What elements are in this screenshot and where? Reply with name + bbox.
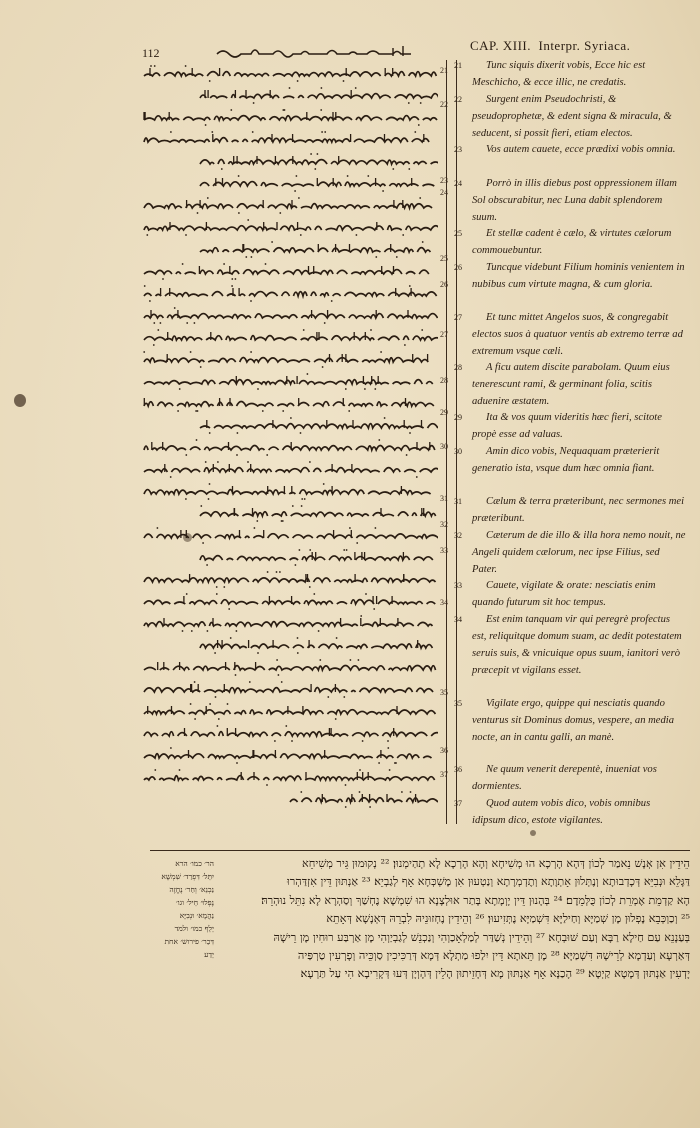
syriac-verse-number: 23: [440, 176, 448, 185]
hebrew-line: ²⁵ וְכַוְכְּבֵא נֶפְלוּן מֶן שְׁמַיָּא וְחַילַיָּא דִּשְׁמַיָּא נֶתְּזִיעוּן׃ ²⁶ וְהֵידֵין נֶחְזוּנֵיהּ לִבְרֵהּ דְּאְנָשָׁא דְּאָתֵא: [326, 912, 690, 926]
latin-verse-number: 27: [454, 313, 462, 322]
syriac-script-line: [140, 392, 438, 414]
ink-blot: [14, 394, 26, 407]
latin-verse: [454, 176, 686, 227]
syriac-script-line: [140, 700, 438, 722]
syriac-script-line: [140, 612, 438, 634]
latin-verse-text: Surgent enim Pseudochristi, & pseudoprophetæ, & edent signa & miracula, & seducent, si possit fieri, etiam electos.: [472, 94, 672, 139]
syriac-script-line: [140, 238, 438, 260]
latin-verse: [454, 494, 686, 528]
syriac-script-line: [140, 568, 438, 590]
latin-verse: [454, 226, 686, 260]
latin-verse-number: 21: [454, 61, 462, 70]
syriac-script-line: [140, 788, 438, 810]
syriac-script-line: [140, 502, 438, 524]
latin-verse-text: A ficu autem discite parabolam. Quum eius tenerescunt rami, & germinant folia, scitis aduenire æstatem.: [472, 362, 670, 407]
syriac-script-line: [140, 480, 438, 502]
chapter-label: CAP. XIII.: [470, 38, 531, 53]
syriac-script-line: [140, 414, 438, 436]
hebrew-line: יָדְעִין אַנְתּוּן דְּמָטָא קַיְטָא׃ ²⁹ הָכַנָּא אָף אַנְתּוּן מָא דְּחָזֵיתוּן הָלֵין דְּהָוְיָן דְּעוּ דְּקָרִיבָא הִי עַל תַּרְעָא׃: [300, 967, 690, 981]
syriac-script-line: [140, 128, 438, 150]
latin-verse: [454, 410, 686, 444]
hebrew-section: [150, 855, 690, 985]
syriac-script-line: [140, 348, 438, 370]
syriac-script-line: [140, 84, 438, 106]
latin-verse-text: Tuncque videbunt Filium hominis venientem in nubibus cum virtute magna, & cum gloria.: [472, 262, 685, 290]
syriac-verse-number: 33: [440, 546, 448, 555]
latin-verse: [454, 260, 686, 294]
syriac-script-line: [140, 106, 438, 128]
latin-verse-text: Porrò in illis diebus post oppressionem illam Sol obscurabitur, nec Luna dabit splendorem suum.: [472, 178, 677, 223]
latin-verse: [454, 142, 686, 159]
latin-verse-number: 34: [454, 615, 462, 624]
latin-verse-text: Et tunc mittet Angelos suos, & congregabit electos suos à quatuor ventis ab extremo terræ ad extremum vsque cæli.: [472, 312, 683, 357]
syriac-script-line: [140, 722, 438, 744]
syriac-verse-number: 27: [440, 330, 448, 339]
latin-verse: [454, 796, 686, 830]
latin-verse-number: 35: [454, 699, 462, 708]
hebrew-margin-note: יֵדַע: [204, 950, 214, 959]
hebrew-margin-note: דִּכַר׳ פירוש׳ אחת: [164, 937, 214, 946]
latin-verse-text: Cælum & terra præteribunt, nec sermones mei præteribunt.: [472, 496, 685, 524]
ink-blot: [530, 830, 536, 836]
hebrew-line: בְּעַנָנֵא עַם חַילָא רַבָּא וְעַם שׁוּבְחָא׃ ²⁷ וְהֵידֵין נְשַׁדַּר לְמַלְאָכַוְהִי וְנַכְנֵשׁ לְגַבְיַוְהִי מֶן אַרְבַּע רוּחִין מֶן רֵישָׁהּ: [273, 930, 690, 944]
latin-verse: [454, 310, 686, 361]
latin-verse: [454, 58, 686, 92]
latin-verse-text: Vos autem cauete, ecce prædixi vobis omnia.: [486, 144, 676, 155]
latin-verse-number: 22: [454, 95, 462, 104]
hebrew-line: הָא קַדְמֵת אֶמְרֵת לְכוֹן כֻּלְּמֵדֶם׃ ²⁴ בְּהָנוּן דֵּין יָוְמָתָא בָּתַר אוּלְצָנָא הוּ שִׁמְשָׁא נֶחְשַׁךְ וְסַהְרָא לָא נִתֵּל נוּהְרֵהּ׃: [261, 893, 690, 907]
latin-verse-number: 25: [454, 229, 462, 238]
syriac-verse-number: 26: [440, 280, 448, 289]
hebrew-margin-note: נַכְנֵא׳ וְחַר׳ נֶחֱזֶה: [169, 885, 214, 894]
running-header: [470, 38, 630, 54]
syriac-script-line: [140, 326, 438, 348]
syriac-script-line: [140, 590, 438, 612]
footer-rule: [150, 850, 690, 851]
syriac-script-line: [140, 436, 438, 458]
latin-verse-number: 31: [454, 497, 462, 506]
hebrew-margin-notes: [152, 857, 214, 961]
latin-verse-text: Ne quum venerit derepentè, inueniat vos dormientes.: [472, 764, 657, 792]
syriac-verse-number: 37: [440, 770, 448, 779]
syriac-script-line: [140, 282, 438, 304]
latin-verse: [454, 360, 686, 411]
syriac-script-line: [140, 62, 438, 84]
syriac-verse-number: 36: [440, 746, 448, 755]
syriac-script-line: [140, 458, 438, 480]
latin-verse-text: Quod autem vobis dico, vobis omnibus idipsum dico, estote vigilantes.: [472, 798, 651, 826]
syriac-script-line: [140, 370, 438, 392]
syriac-script-line: [140, 744, 438, 766]
syriac-script-line: [140, 766, 438, 788]
latin-verse-number: 32: [454, 531, 462, 540]
hebrew-line: דְּאַרְעָא וְעַדְמָא לְרֵישָׁהּ דִּשְׁמַיָּא׃ ²⁸ מֶן תֵּאתָא דֵּין יִלַפוּ מַתְלָא דְּמָא דְּרַכִּיכִין סַוְכֵּיה וְפָרְעִין טַרְפַּיה: [297, 949, 690, 963]
syriac-verse-number: 25: [440, 254, 448, 263]
syriac-script-line: [140, 216, 438, 238]
syriac-script-line: [140, 194, 438, 216]
hebrew-margin-note: נַהֲמָא׳ וּנְבִיָּא: [179, 911, 214, 920]
latin-verse-number: 33: [454, 581, 462, 590]
syriac-verse-number: 31: [440, 494, 448, 503]
syriac-verse-number: 35: [440, 688, 448, 697]
latin-verse-text: Et stellæ cadent è cælo, & virtutes cælorum commouebuntur.: [472, 228, 672, 256]
syriac-column: [140, 62, 438, 822]
latin-verse-text: Amin dico vobis, Nequaquam præterierit generatio ista, vsque dum hæc omnia fiant.: [472, 446, 660, 474]
page-number: 112: [142, 46, 160, 60]
latin-verse-number: 28: [454, 363, 462, 372]
syriac-header-script: [215, 42, 415, 60]
syriac-script-line: [140, 546, 438, 568]
latin-verse: [454, 696, 686, 747]
latin-verse-number: 23: [454, 145, 462, 154]
syriac-verse-number: 30: [440, 442, 448, 451]
hebrew-margin-note: יֵלֵף כמו׳ ולמד: [174, 924, 214, 933]
syriac-verse-number: 28: [440, 376, 448, 385]
hebrew-line: הֵידֵין אִן אְנָשׁ נֵאמַר לְכוֹן דְּהָא הָרְכָא הוּ מְשִׁיחָא וְהָא הָרְכָא לָא תְהַימְנוּן׃ ²² נְקוּמוּן גֵּיר מְשִׁיחֵא: [302, 857, 690, 870]
latin-verse-text: Est enim tanquam vir qui peregrè profectus est, reliquitque domum suam, ac dedit potestatem seruis suis, & vnicuique opus suum, ianitori verò præcepit vt vigilans esset.: [472, 614, 682, 676]
hebrew-text: [218, 855, 690, 984]
syriac-script-line: [140, 524, 438, 546]
syriac-script-line: [140, 634, 438, 656]
syriac-script-line: [140, 260, 438, 282]
latin-verse-text: Cauete, vigilate & orate: nesciatis enim quando futurum sit hoc tempus.: [472, 580, 656, 608]
latin-verse: [454, 762, 686, 796]
syriac-script-line: [140, 304, 438, 326]
syriac-verse-number: 32: [440, 520, 448, 529]
syriac-verse-number: 21: [440, 66, 448, 75]
interpretation-label: Interpr. Syriaca.: [538, 38, 631, 53]
latin-verse-text: Ita & vos quum videritis hæc fieri, scitote propè esse ad valuas.: [472, 412, 662, 440]
latin-verse-number: 37: [454, 799, 462, 808]
latin-verse-number: 30: [454, 447, 462, 456]
latin-verse-text: Cæterum de die illo & illa hora nemo nouit, ne Angeli quidem cælorum, nec ipse Filius, sed Pater.: [472, 530, 686, 575]
syriac-script-line: [140, 172, 438, 194]
latin-verse: [454, 612, 686, 680]
syriac-verse-number: 22: [440, 100, 448, 109]
hebrew-margin-note: נֶפְלוּ׳ חֵיל׳ וגו׳: [176, 898, 214, 907]
latin-verse-number: 29: [454, 413, 462, 422]
hebrew-line: דַּגָּלֵא וּנְבִיֵּא דְּכָדְבוּתָא וְנֶתְּלוּן אָתְוָתָא וְתֶדְמְרָתָא וְנַטְעוּן אִן מֶשְׁכְּחָא אָף לְגַבְיֵא׃ ²³ אַנְתּוּן דֵּין אִזְדַּהְרוּ: [286, 875, 690, 889]
syriac-script-line: [140, 150, 438, 172]
latin-verse-number: 24: [454, 179, 462, 188]
latin-verse: [454, 444, 686, 478]
syriac-script-line: [140, 678, 438, 700]
latin-verse: [454, 528, 686, 579]
hebrew-margin-note: הר׳ כמו׳ הרא: [175, 859, 214, 868]
latin-verse-number: 36: [454, 765, 462, 774]
syriac-script-line: [140, 656, 438, 678]
latin-verse-text: Tunc siquis dixerit vobis, Ecce hic est Meschicho, & ecce illic, ne credatis.: [472, 60, 646, 88]
hebrew-margin-note: יִתֵּל׳ דִּפְרַד׳ שִׁמְשָׁא: [161, 872, 214, 881]
syriac-verse-number: 34: [440, 598, 448, 607]
syriac-verse-number: 24: [440, 188, 448, 197]
syriac-verse-number: 29: [440, 408, 448, 417]
latin-verse: [454, 92, 686, 143]
latin-verse-text: Vigilate ergo, quippe qui nesciatis quando venturus sit Dominus domus, vespere, an media nocte, an in cantu galli, an manè.: [472, 698, 675, 743]
latin-verse: [454, 578, 686, 612]
latin-verse-number: 26: [454, 263, 462, 272]
